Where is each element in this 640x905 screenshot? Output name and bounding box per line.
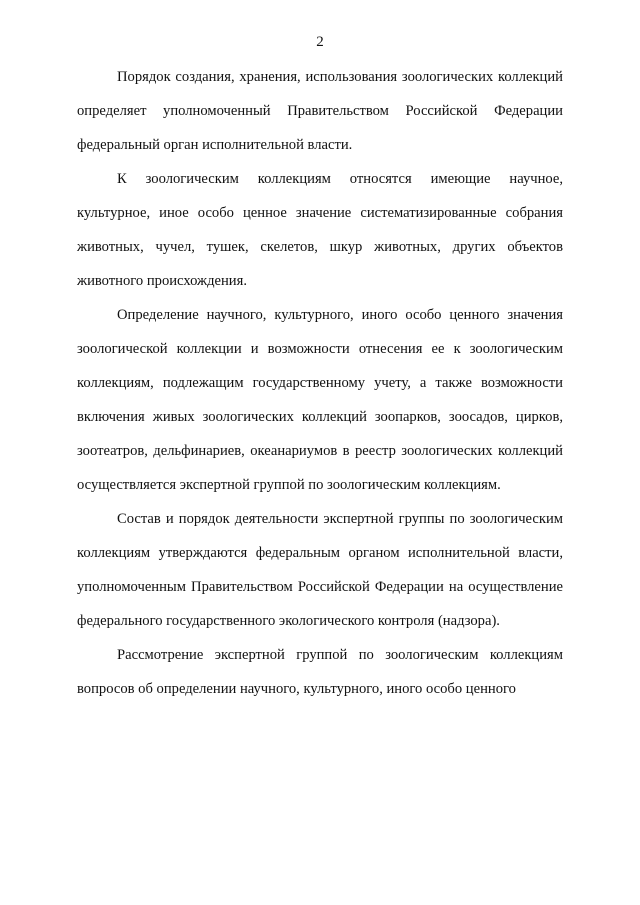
page-number: 2 <box>316 34 324 50</box>
paragraph: Порядок создания, хранения, использования зоологических коллекций определяет уполномоченный Правительством Российской Федерации федеральный орган исполнительной власти. <box>77 69 563 153</box>
paragraph: Рассмотрение экспертной группой по зоологическим коллекциям вопросов об определении научного, культурного, иного особо ценного <box>77 647 563 697</box>
paragraph: Состав и порядок деятельности экспертной группы по зоологическим коллекциям утверждаются федеральным органом исполнительной власти, уполномоченным Правительством Российской Федерации на осуществление федерального государственного экологического контроля (надзора). <box>77 511 563 629</box>
paragraph: Определение научного, культурного, иного особо ценного значения зоологической коллекции и возможности отнесения ее к зоологическим коллекциям, подлежащим государственному учету, а также возможности включения живых зоологических коллекций зоопарков, зоосадов, цирков, зоотеатров, дельфинариев, океанариумов в реестр зоологических коллекций осуществляется экспертной группой по зоологическим коллекциям. <box>77 307 563 493</box>
paragraph: К зоологическим коллекциям относятся имеющие научное, культурное, иное особо ценное значение систематизированные собрания животных, чучел, тушек, скелетов, шкур животных, других объектов животного происхождения. <box>77 171 563 289</box>
document-body <box>77 60 563 706</box>
